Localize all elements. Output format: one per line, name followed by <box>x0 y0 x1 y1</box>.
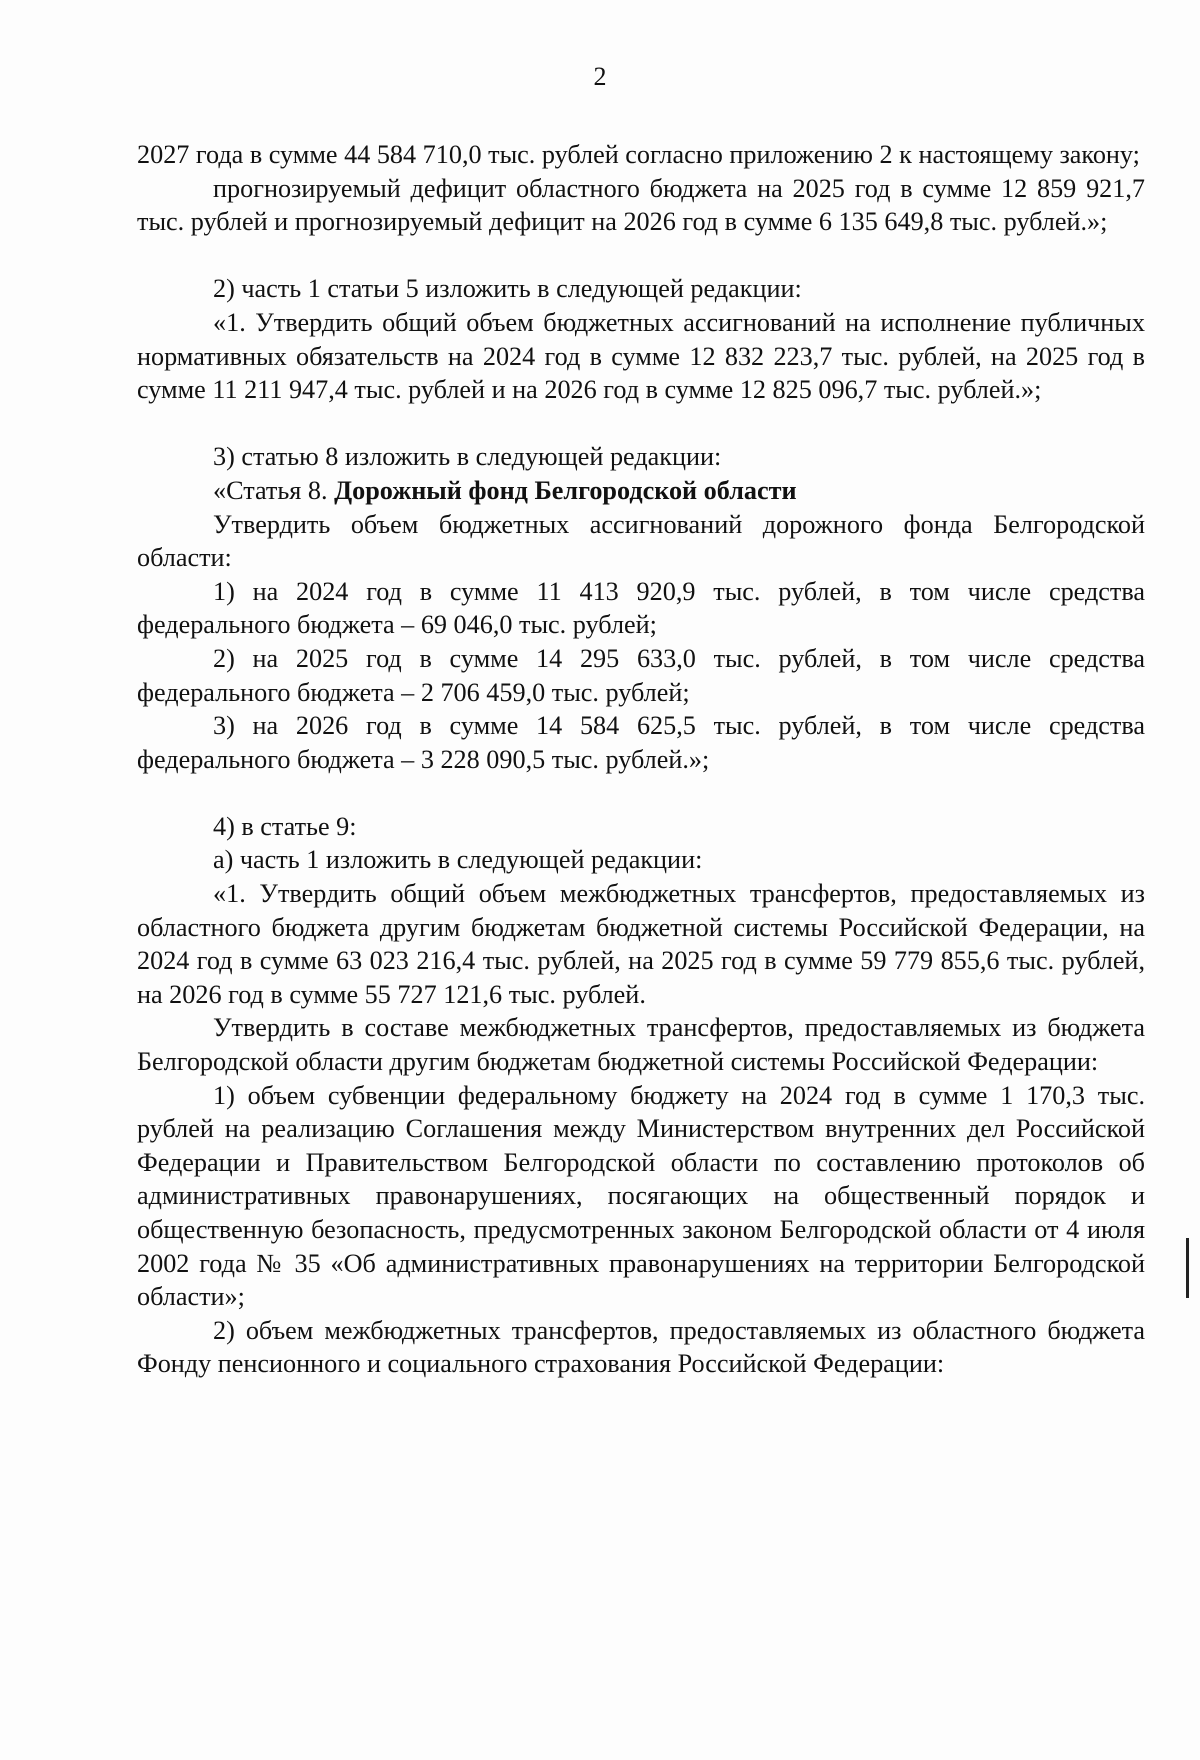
paragraph: 2) часть 1 статьи 5 изложить в следующей редакции: <box>213 274 802 304</box>
paragraph: Утвердить объем бюджетных ассигнований дорожного фонда Белгородской области: <box>137 509 1145 573</box>
paragraph: Утвердить в составе межбюджетных трансфертов, предоставляемых из бюджета Белгородской области другим бюджетам бюджетной системы Российской Федерации: <box>137 1013 1145 1077</box>
article-heading <box>137 474 1145 508</box>
paragraph: а) часть 1 изложить в следующей редакции: <box>213 845 703 875</box>
list-item: 2) объем межбюджетных трансфертов, предоставляемых из областного бюджета Фонду пенсионного и социального страхования Российской Федерации: <box>137 1315 1145 1379</box>
paragraph: 2027 года в сумме 44 584 710,0 тыс. рублей согласно приложению 2 к настоящему закону; <box>137 140 1140 169</box>
paragraph: прогнозируемый дефицит областного бюджета на 2025 год в сумме 12 859 921,7 тыс. рублей и прогнозируемый дефицит на 2026 год в сумме 6 135 649,8 тыс. рублей.»; <box>137 173 1145 237</box>
paragraph: «1. Утвердить общий объем межбюджетных трансфертов, предоставляемых из областного бюджета другим бюджетам бюджетной системы Российской Федерации, на 2024 год в сумме 63 023 216,4 тыс. рублей, на 2025 год в сумме 59 779 855,6 тыс. рублей, на 2026 год в сумме 55 727 121,6 тыс. рублей. <box>137 879 1145 1009</box>
list-item: 2) на 2025 год в сумме 14 295 633,0 тыс. рублей, в том числе средства федерального бюджета – 2 706 459,0 тыс. рублей; <box>137 643 1145 707</box>
paragraph: «1. Утвердить общий объем бюджетных ассигнований на исполнение публичных нормативных обязательств на 2024 год в сумме 12 832 223,7 тыс. рублей, на 2025 год в сумме 11 211 947,4 тыс. рублей и на 2026 год в сумме 12 825 096,7 тыс. рублей.»; <box>137 307 1145 405</box>
page-number: 2 <box>593 62 607 91</box>
document-body <box>137 138 1145 1381</box>
article-heading-prefix: «Статья 8. <box>213 475 335 505</box>
list-item: 1) объем субвенции федеральному бюджету на 2024 год в сумме 1 170,3 тыс. рублей на реализацию Соглашения между Министерством внутренних дел Российской Федерации и Правительством Белгородской области по составлению протоколов об административных правонарушениях, посягающих на общественный порядок и общественную безопасность, предусмотренных законом Белгородской области от 4 июля 2002 года № 35 «Об административных правонарушениях на территории Белгородской области»; <box>137 1080 1145 1312</box>
article-heading-title: Дорожный фонд Белгородской области <box>334 475 797 505</box>
paragraph: 4) в статье 9: <box>213 811 357 841</box>
list-item: 3) на 2026 год в сумме 14 584 625,5 тыс. рублей, в том числе средства федерального бюджета – 3 228 090,5 тыс. рублей.»; <box>137 711 1145 774</box>
paragraph: 3) статью 8 изложить в следующей редакции: <box>213 442 722 472</box>
scan-margin-mark <box>1186 1238 1189 1298</box>
list-item: 1) на 2024 год в сумме 11 413 920,9 тыс. рублей, в том числе средства федерального бюджета – 69 046,0 тыс. рублей; <box>137 576 1145 640</box>
